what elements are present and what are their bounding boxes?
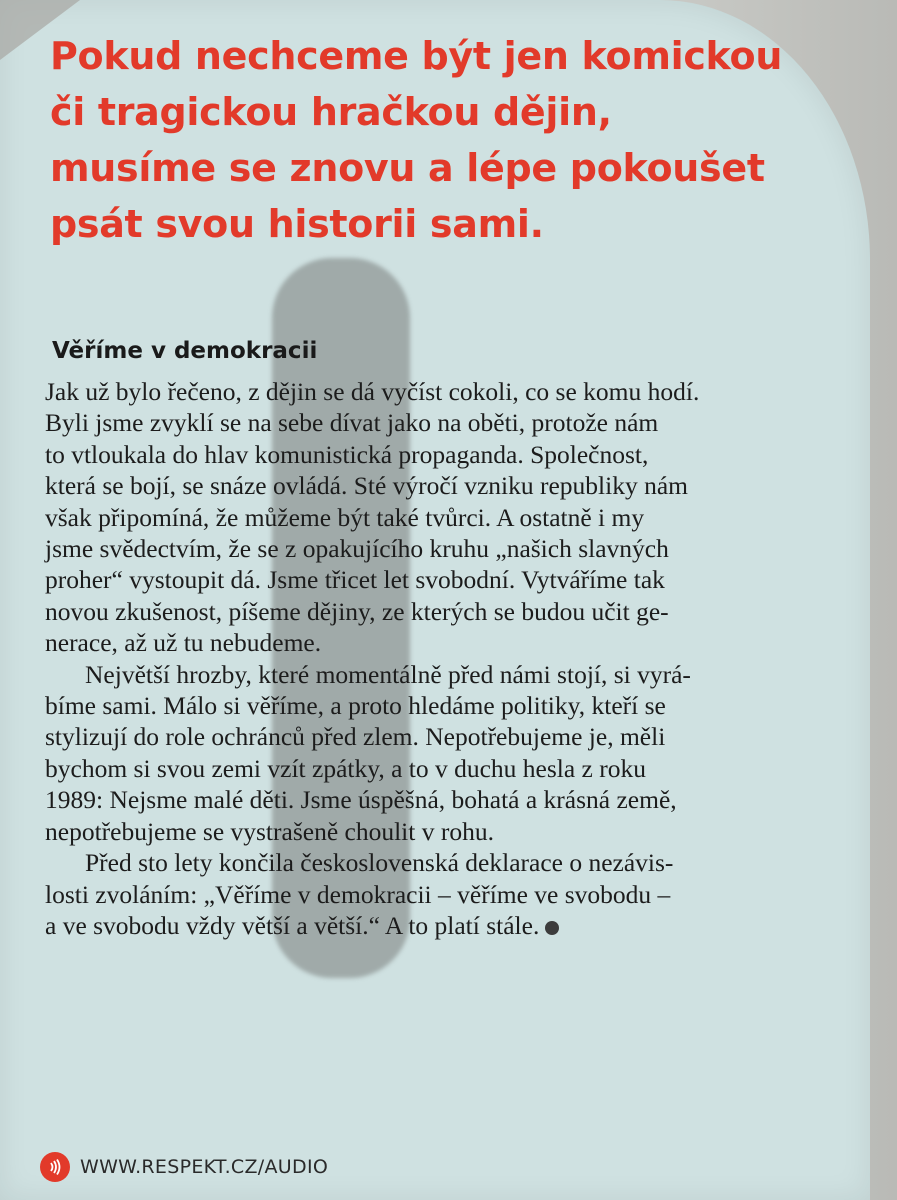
text-line: novou zkušenost, píšeme dějiny, ze kterých se budou učit ge- bbox=[45, 596, 669, 626]
section-title: Věříme v demokracii bbox=[52, 338, 318, 364]
text-line: 1989: Nejsme malé děti. Jsme úspěšná, bohatá a krásná země, bbox=[45, 785, 677, 815]
audio-waves-icon bbox=[46, 1158, 64, 1176]
text-line: nerace, až už tu nebudeme. bbox=[45, 628, 322, 658]
text-line bbox=[45, 910, 865, 941]
pull-quote-headline bbox=[50, 28, 850, 252]
paragraph-2 bbox=[45, 659, 865, 847]
text-line: stylizují do role ochránců před zlem. Nepotřebujeme je, měli bbox=[45, 722, 666, 752]
headline-line: psát svou historii sami. bbox=[50, 202, 544, 246]
headline-line: musíme se znovu a lépe pokoušet bbox=[50, 146, 765, 190]
footer-url-link[interactable]: WWW.RESPEKT.CZ/AUDIO bbox=[80, 1156, 329, 1178]
text-line: jsme svědectvím, že se z opakujícího kruhu „našich slavných bbox=[45, 534, 669, 564]
text-line: Největší hrozby, které momentálně před námi stojí, si vyrá- bbox=[85, 659, 691, 689]
text-line: Jak už bylo řečeno, z dějin se dá vyčíst cokoli, co se komu hodí. bbox=[45, 377, 700, 406]
text-line: bíme sami. Málo si věříme, a proto hledáme politiky, kteří se bbox=[45, 691, 666, 721]
text-line: Byli jsme zvyklí se na sebe dívat jako na oběti, protože nám bbox=[45, 408, 659, 438]
article-body bbox=[45, 376, 865, 941]
text-line: bychom si svou zemi vzít zpátky, a to v duchu hesla z roku bbox=[45, 753, 646, 783]
text-line: nepotřebujeme se vystrašeně choulit v rohu. bbox=[45, 816, 494, 846]
headline-line: Pokud nechceme být jen komickou bbox=[50, 34, 783, 78]
text-line: Před sto lety končila československá deklarace o nezávis- bbox=[85, 848, 674, 878]
paragraph-3 bbox=[45, 847, 865, 941]
text-line: losti zvoláním: „Věříme v demokracii – věříme ve svobodu – bbox=[45, 879, 671, 909]
paragraph-1 bbox=[45, 376, 865, 659]
text-line-content: a ve svobodu vždy větší a větší.“ A to platí stále. bbox=[45, 910, 540, 940]
end-mark-icon bbox=[545, 921, 559, 935]
audio-icon[interactable] bbox=[40, 1152, 70, 1182]
text-line: proher“ vystoupit dá. Jsme třicet let svobodní. Vytváříme tak bbox=[45, 565, 665, 595]
headline-line: či tragickou hračkou dějin, bbox=[50, 90, 612, 134]
footer bbox=[40, 1152, 328, 1182]
text-line: to vtloukala do hlav komunistická propaganda. Společnost, bbox=[45, 439, 649, 469]
text-line: však připomíná, že můžeme být také tvůrci. A ostatně i my bbox=[45, 502, 645, 532]
text-line: která se bojí, se snáze ovládá. Sté výročí vzniku republiky nám bbox=[45, 471, 688, 501]
